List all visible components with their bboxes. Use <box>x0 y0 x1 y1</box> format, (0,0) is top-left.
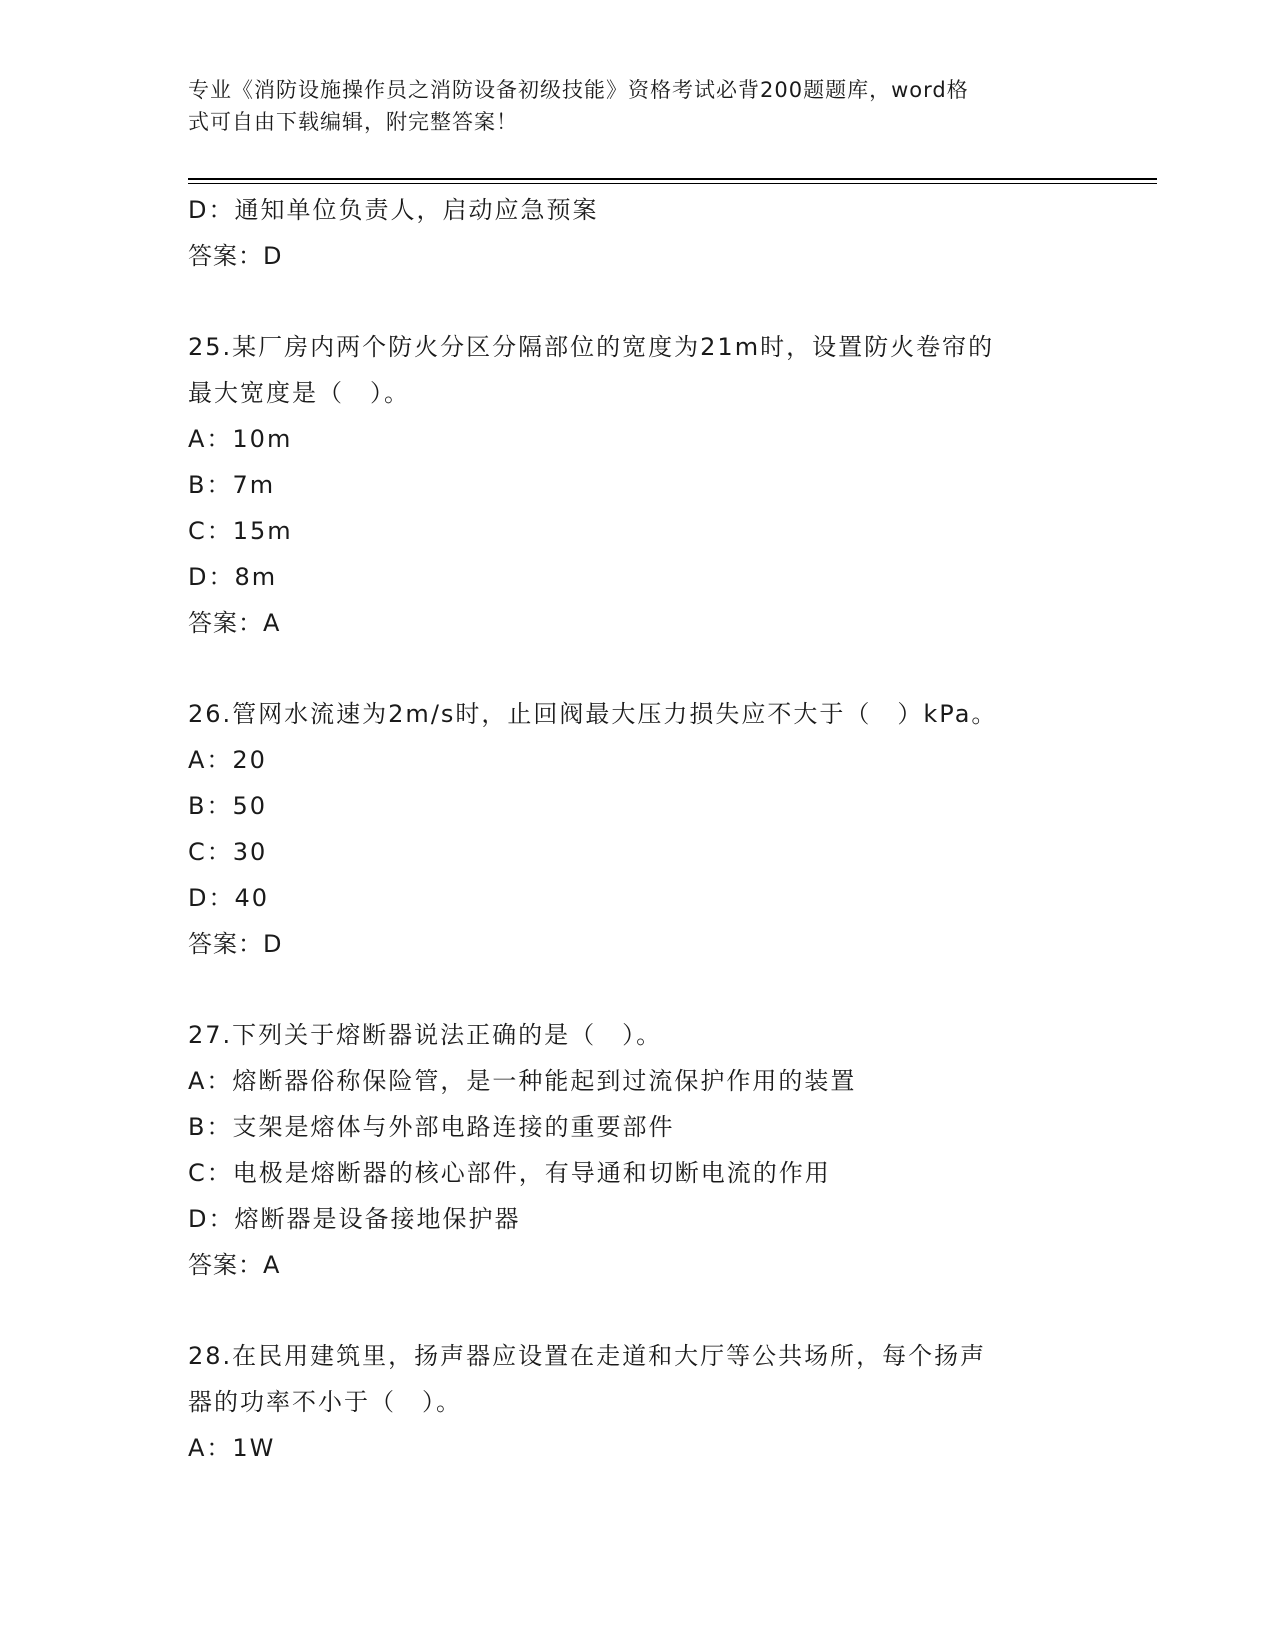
option-c: C：15m <box>188 517 293 545</box>
option-c: C：30 <box>188 838 268 866</box>
question-26 <box>188 691 1088 967</box>
header-divider-thin <box>188 183 1157 184</box>
answer: 答案：D <box>188 930 283 958</box>
option-d: D：8m <box>188 563 278 591</box>
question-27 <box>188 1012 1088 1288</box>
option-b: B：50 <box>188 792 268 820</box>
option-d: D：通知单位负责人，启动应急预案 <box>188 196 599 224</box>
header-divider-thick <box>188 178 1157 180</box>
answer: 答案：D <box>188 242 283 270</box>
option-d: D：40 <box>188 884 270 912</box>
question-25 <box>188 324 1088 646</box>
option-d: D：熔断器是设备接地保护器 <box>188 1205 521 1233</box>
option-a: A：20 <box>188 746 267 774</box>
question-fragment <box>188 187 1088 279</box>
question-stem-cont: 器的功率不小于（ ）。 <box>188 1388 462 1416</box>
question-content <box>188 187 1088 1471</box>
question-stem: 28.在民用建筑里，扬声器应设置在走道和大厅等公共场所，每个扬声 <box>188 1342 987 1370</box>
answer: 答案：A <box>188 1251 281 1279</box>
header-line-1: 专业《消防设施操作员之消防设备初级技能》资格考试必背200题题库，word格 <box>188 78 969 102</box>
option-b: B：7m <box>188 471 276 499</box>
header-line-2: 式可自由下载编辑，附完整答案！ <box>188 110 518 134</box>
option-b: B：支架是熔体与外部电路连接的重要部件 <box>188 1113 675 1141</box>
question-28 <box>188 1333 1088 1471</box>
option-c: C：电极是熔断器的核心部件，有导通和切断电流的作用 <box>188 1159 831 1187</box>
option-a: A：熔断器俗称保险管，是一种能起到过流保护作用的装置 <box>188 1067 857 1095</box>
option-a: A：1W <box>188 1434 276 1462</box>
question-stem-cont: 最大宽度是（ ）。 <box>188 379 410 407</box>
option-a: A：10m <box>188 425 293 453</box>
document-header <box>188 74 1068 138</box>
answer: 答案：A <box>188 609 281 637</box>
question-stem: 27.下列关于熔断器说法正确的是（ ）。 <box>188 1021 663 1049</box>
question-stem: 26.管网水流速为2m/s时，止回阀最大压力损失应不大于（ ）kPa。 <box>188 700 998 728</box>
question-stem: 25.某厂房内两个防火分区分隔部位的宽度为21m时，设置防火卷帘的 <box>188 333 995 361</box>
